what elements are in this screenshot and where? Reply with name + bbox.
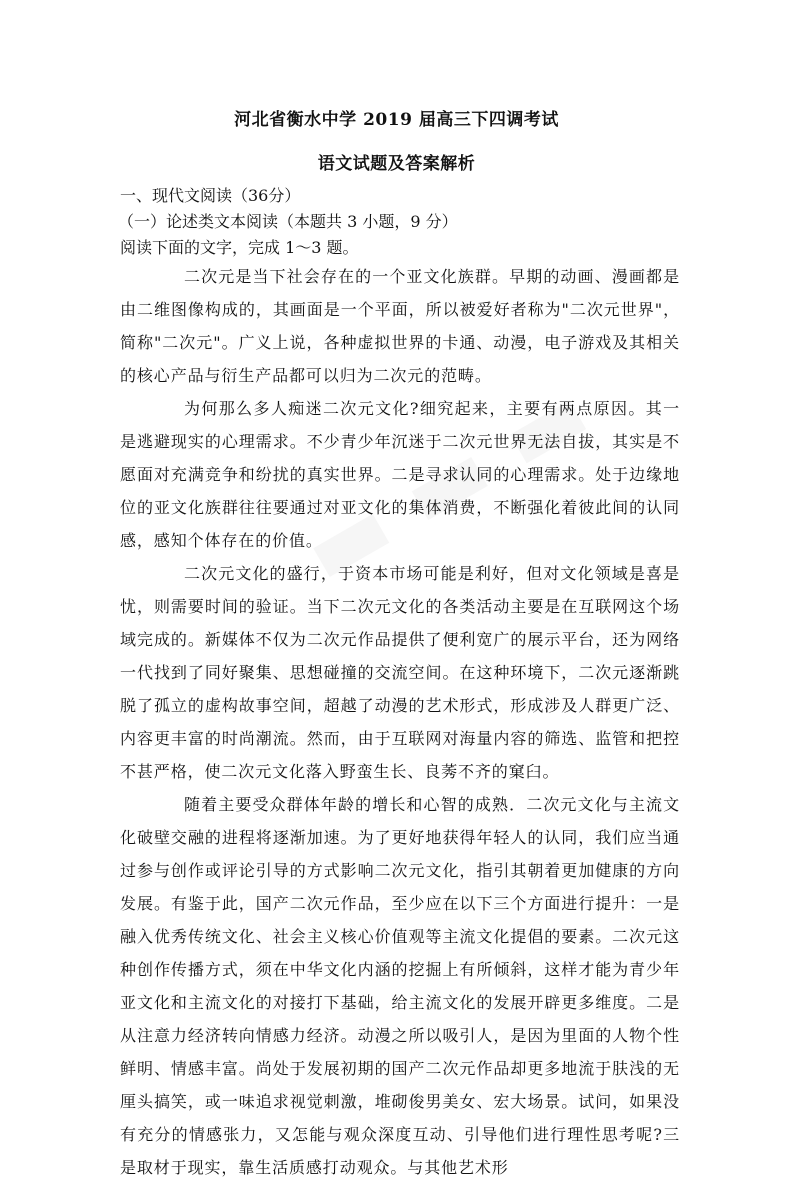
document-title: 河北省衡水中学 2019 届高三下四调考试 bbox=[234, 110, 559, 130]
article-paragraph-4: 随着主要受众群体年龄的增长和心智的成熟．二次元文化与主流文化破壁交融的进程将逐渐加速。为了更好地获得年轻人的认同，我们应当通过参与创作或评论引导的方式影响二次元文化，指引其朝着更加健康的方向发展。有鉴于此，国产二次元作品，至少应在以下三个方面进行提升：一是融入优秀传统文化、社会主义核心价值观等主流文化提倡的要素。二次元这种创作传播方式，须在中华文化内涵的挖掘上有所倾斜，这样才能为青少年亚文化和主流文化的对接打下基础，给主流文化的发展开辟更多维度。二是从注意力经济转向情感力经济。动漫之所以吸引人，是因为里面的人物个性鲜明、情感丰富。尚处于发展初期的国产二次元作品却更多地流于肤浅的无厘头搞笑，或一味追求视觉刺激，堆砌俊男美女、宏大场景。试问，如果没有充分的情感张力，又怎能与观众深度互动、引导他们进行理性思考呢?三是取材于现实，靠生活质感打动观众。与其他艺术形 bbox=[120, 795, 680, 1177]
subsection-heading: （一）论述类文本阅读（本题共 3 小题，9 分） bbox=[118, 212, 458, 231]
section-heading: 一、现代文阅读（36分） bbox=[120, 186, 301, 205]
reading-instruction: 阅读下面的文字，完成 1～3 题。 bbox=[120, 238, 359, 257]
article-paragraph-1: 二次元是当下社会存在的一个亚文化族群。早期的动画、漫画都是由二维图像构成的，其画面是一个平面，所以被爱好者称为"二次元世界"，简称"二次元"。广义上说，各种虚拟世界的卡通、动漫，电子游戏及其相关的核心产品与衍生产品都可以归为二次元的范畴。 bbox=[120, 267, 680, 385]
article-body bbox=[120, 260, 680, 1184]
article-paragraph-3: 二次元文化的盛行，于资本市场可能是利好，但对文化领域是喜是忧，则需要时间的验证。当下二次元文化的各类活动主要是在互联网这个场域完成的。新媒体不仅为二次元作品提供了便利宽广的展示平台，还为网络一代找到了同好聚集、思想碰撞的交流空间。在这种环境下，二次元逐渐跳脱了孤立的虚构故事空间，超越了动漫的艺术形式，形成涉及人群更广泛、内容更丰富的时尚潮流。然而，由于互联网对海量内容的筛选、监管和把控不甚严格，使二次元文化落入野蛮生长、良莠不齐的窠臼。 bbox=[120, 564, 680, 781]
document-subtitle: 语文试题及答案解析 bbox=[317, 154, 476, 174]
article-paragraph-2: 为何那么多人痴迷二次元文化?细究起来，主要有两点原因。其一是逃避现实的心理需求。不少青少年沉迷于二次元世界无法自拔，其实是不愿面对充满竞争和纷扰的真实世界。二是寻求认同的心理需求。处于边缘地位的亚文化族群往往要通过对亚文化的集体消费，不断强化着彼此间的认同感，感知个体存在的价值。 bbox=[120, 399, 680, 550]
